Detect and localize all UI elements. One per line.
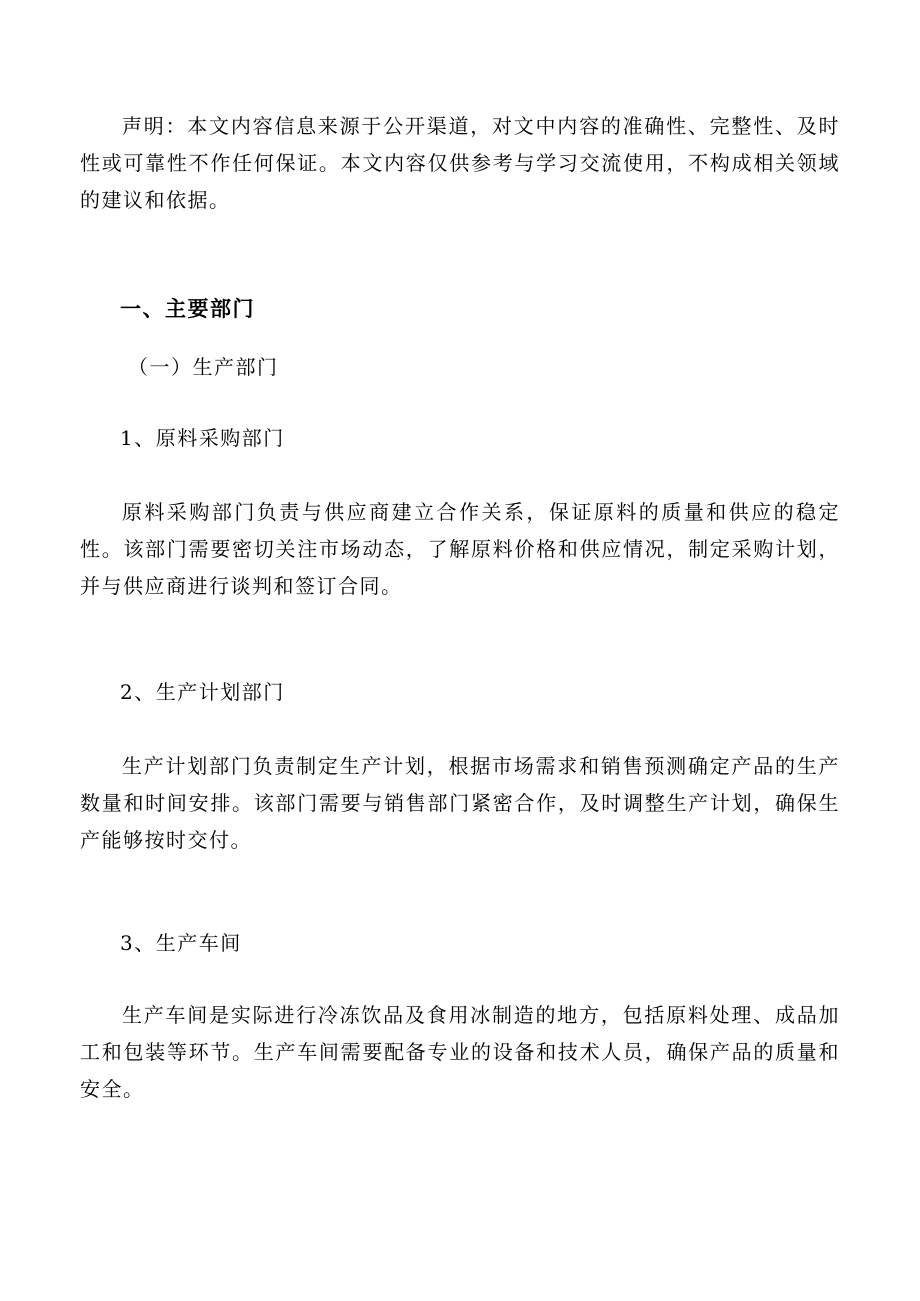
disclaimer-paragraph: 声明：本文内容信息来源于公开渠道，对文中内容的准确性、完整性、及时性或可靠性不作任何保证。本文内容仅供参考与学习交流使用，不构成相关领域的建议和依据。 bbox=[80, 114, 840, 212]
item-title-production-workshop: 3、生产车间 bbox=[120, 931, 242, 955]
item-body-raw-material-purchasing: 原料采购部门负责与供应商建立合作关系，保证原料的质量和供应的稳定性。该部门需要密切关注市场动态，了解原料价格和供应情况，制定采购计划，并与供应商进行谈判和签订合同。 bbox=[80, 500, 840, 598]
item-body-production-planning: 生产计划部门负责制定生产计划，根据市场需求和销售预测确定产品的生产数量和时间安排。该部门需要与销售部门紧密合作，及时调整生产计划，确保生产能够按时交付。 bbox=[80, 754, 840, 852]
section-title: 一、主要部门 bbox=[120, 297, 255, 321]
item-title-production-planning: 2、生产计划部门 bbox=[120, 680, 285, 704]
item-title-raw-material-purchasing: 1、原料采购部门 bbox=[120, 426, 285, 450]
subsection-title: （一）生产部门 bbox=[128, 355, 279, 379]
item-body-production-workshop: 生产车间是实际进行冷冻饮品及食用冰制造的地方，包括原料处理、成品加工和包装等环节。生产车间需要配备专业的设备和技术人员，确保产品的质量和安全。 bbox=[80, 1003, 840, 1101]
